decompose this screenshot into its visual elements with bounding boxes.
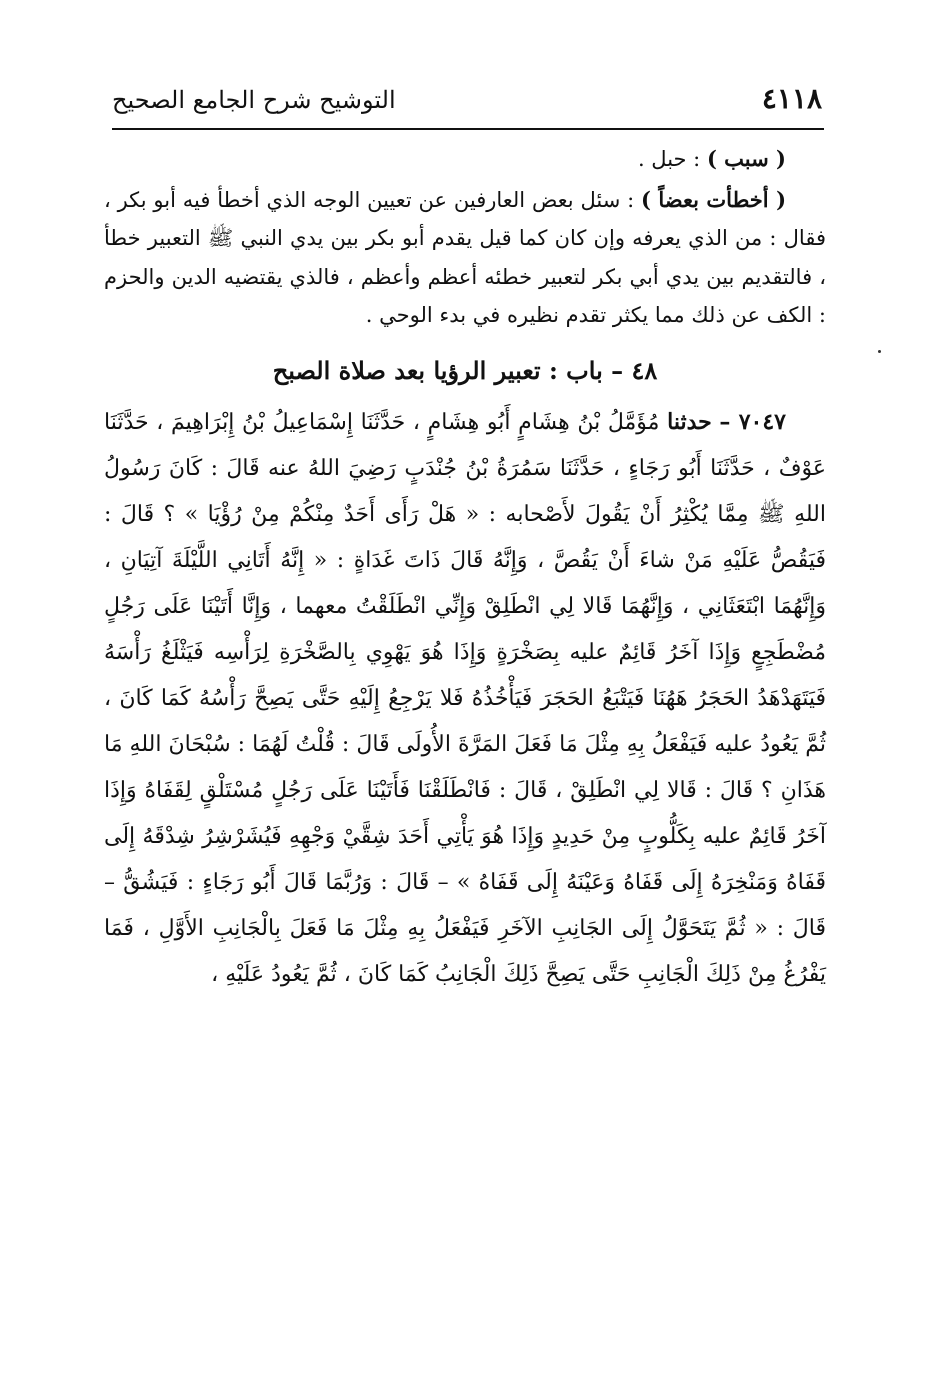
- gloss-text: : سئل بعض العارفين عن تعيين الوجه الذي أخطأ فيه أبو بكر ، فقال : من الذي يعرفه وإن كان كما قيل يقدم أبو بكر بين يدي النبي ﷺ التعبير خطأ ، فالتقديم بين يدي أبي بكر لتعبير خطئه أعظم وأعظم ، فالذي يقتضيه الدين والحزم : الكف عن ذلك مما يكثر تقدم نظيره في بدء الوحي .: [104, 187, 826, 327]
- hadith-number: ٧٠٤٧ –: [719, 408, 786, 435]
- page-header: [112, 82, 822, 124]
- chapter-heading: ٤٨ – باب : تعبير الرؤيا بعد صلاة الصبح: [272, 355, 658, 385]
- hadith-text: مُؤَمَّلُ بْنُ هِشَامٍ أَبُو هِشَامٍ ، حَدَّثَنَا إِسْمَاعِيلُ بْنُ إِبْرَاهِيمَ ، حَدَّثَنَا عَوْفٌ ، حَدَّثَنَا أَبُو رَجَاءٍ ، حَدَّثَنَا سَمُرَةُ بْنُ جُنْدَبٍ رَضِيَ اللهُ عنه قَالَ : كَانَ رَسُولُ اللهِ ﷺ مِمَّا يُكْثِرُ أَنْ يَقُولَ لأَصْحابه : « هَلْ رَأَى أَحَدٌ مِنْكُمْ مِنْ رُؤْيَا » ؟ قَالَ : فَيَقُصُّ عَلَيْهِ مَنْ شاءَ أَنْ يَقُصَّ ، وَإِنَّهُ قَالَ ذَاتَ غَدَاةٍ : « إِنَّهُ أَتَانِي اللَّيْلَةَ آتِيَانِ ، وَإِنَّهُمَا ابْتَعَثَانِي ، وَإِنَّهُمَا قَالا لِي انْطَلِقْ وَإِنِّي انْطَلَقْتُ معهما ، وَإِنَّا أَتَيْنَا عَلَى رَجُلٍ مُضْطَجِعٍ وَإِذَا آخَرُ قَائِمٌ عليه بِصَخْرَةٍ وَإِذَا هُوَ يَهْوِي بِالصَّخْرَةِ لِرَأْسِه فَيَثْلَغُ رَأْسَهُ فَيَتَهَدْهَدُ الحَجَرُ هَهُنَا فَيَتْبَعُ الحَجَرَ فَيَأْخُذُهُ فَلا يَرْجِعُ إِلَيْهِ حَتَّى يَصِحَّ رَأْسُهُ كَمَا كَانَ ، ثُمَّ يَعُودُ عليه فَيَفْعَلُ بِهِ مِثْلَ مَا فَعَلَ المَرَّةَ الأُولَى قَالَ : قُلْتُ لَهُمَا : سُبْحَانَ اللهِ مَا هَذَانِ ؟ قَالَ : قَالا لِي انْطَلِقْ ، قَالَ : فَانْطَلَقْنَا فَأَتَيْنَا عَلَى رَجُلٍ مُسْتَلْقٍ لِقَفَاهُ وَإِذَا آخَرُ قَائِمٌ عليه بِكَلُّوبٍ مِنْ حَدِيدٍ وَإِذَا هُوَ يَأْتِي أَحَدَ شِقَّيْ وَجْهِهِ فَيُشَرْشِرُ شِدْقَهُ إِلَى قَفَاهُ وَمَنْخِرَهُ إِلَى قَفَاهُ وَعَيْنَهُ إِلَى قَفَاهُ » – قَالَ : وَرُبَّمَا قَالَ أَبُو رَجَاءٍ : فَيَشُقُّ – قَالَ : « ثُمَّ يَتَحَوَّلُ إِلَى الجَانِبِ الآخَرِ فَيَفْعَلُ بِهِ مِثْلَ مَا فَعَلَ بِالْجَانِبِ الأَوَّلِ ، فَمَا يَفْرُغُ مِنْ ذَلِكَ الْجَانِبِ حَتَّى يَصِحَّ ذَلِكَ الْجَانِبُ كَمَا كَانَ ، ثُمَّ يَعُودُ عَلَيْهِ ،: [104, 409, 826, 987]
- gloss-paragraph: [104, 181, 826, 335]
- page-number: ٤١١٨: [761, 82, 822, 115]
- gloss-lemma: ( سبب ): [706, 146, 786, 171]
- header-rule: [112, 128, 824, 130]
- hadith-lead: حدثنا: [667, 408, 712, 435]
- gloss-text: : حبل .: [637, 147, 707, 171]
- margin-mark: [878, 350, 881, 353]
- page-body: [104, 140, 826, 998]
- gloss-paragraph: [104, 140, 826, 179]
- hadith-paragraph: [104, 399, 826, 998]
- gloss-lemma: ( أخطأت بعضاً ): [641, 186, 787, 212]
- running-title: التوشيح شرح الجامع الصحيح: [112, 86, 396, 114]
